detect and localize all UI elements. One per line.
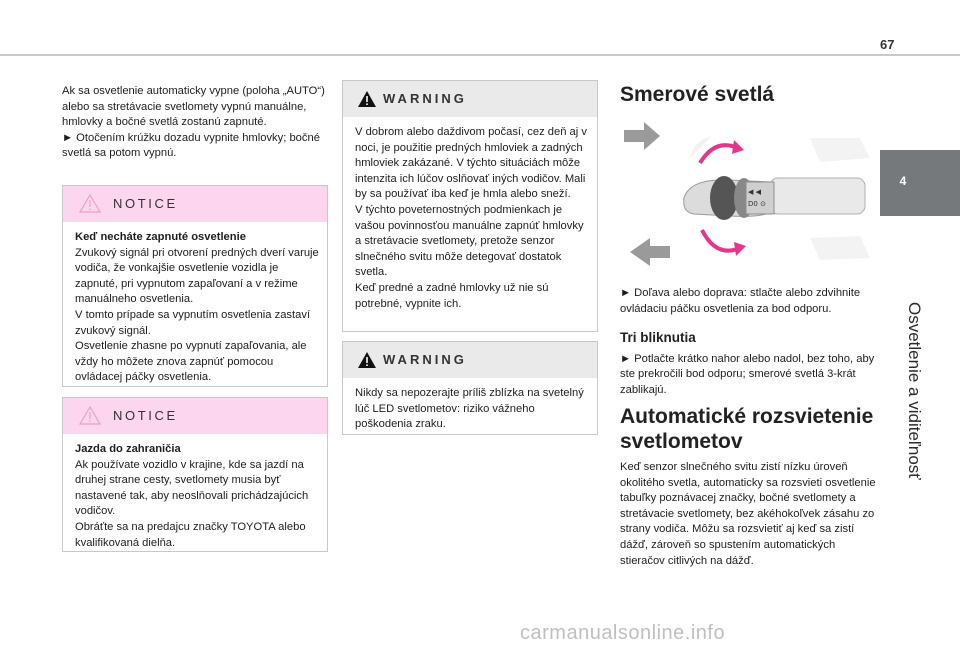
caution-triangle-icon xyxy=(79,193,101,213)
section-heading-turn-signals: Smerové svetlá xyxy=(620,83,775,106)
arrow-right-icon xyxy=(624,122,660,150)
intro-paragraph: Ak sa osvetlenie automaticky vypne (poloha „AUTO“) alebo sa stretávacie svetlomety vypnú manuálne, hmlovky a bočné svetlá zostanú zapnuté. xyxy=(62,85,325,129)
warning-text: Nikdy sa nepozerajte príliš zblízka na svetelný lúč LED svetlometov: riziko vážneho poškodenia zraku. xyxy=(355,387,584,431)
notice-label: NOTICE xyxy=(113,196,178,211)
notice-text: Ak používate vozidlo v krajine, kde sa jazdí na druhej strane cesty, svetlomety musia byť nastavené tak, aby neoslňovali prichádzajúcich vodičov. Obráťte sa na predajcu značky TOYOTA alebo kvalifikovaná dielňa. xyxy=(75,458,309,549)
chapter-number: 4 xyxy=(899,174,907,188)
stalk-illustration xyxy=(620,118,878,278)
svg-text:◀ ◀: ◀ ◀ xyxy=(748,188,761,196)
section-heading-auto-lighting: Automatické rozsvietenie svetlometov xyxy=(620,405,874,453)
notice-header xyxy=(63,186,327,222)
step-paragraph: ► Otočením krúžku dozadu vypnite hmlovky; bočné svetlá sa potom vypnú. xyxy=(62,131,320,160)
warning-header xyxy=(343,81,597,117)
warning-label: WARNING xyxy=(383,91,467,106)
warning-box-led xyxy=(342,341,598,435)
notice-title: Keď necháte zapnuté osvetlenie xyxy=(75,231,246,243)
page-number: 67 xyxy=(880,37,895,52)
notice-label: NOTICE xyxy=(113,408,178,423)
warning-text: V dobrom alebo daždivom počasí, cez deň aj v noci, je použitie predných hmloviek a zadných hmloviek zakázané. V týchto situáciách môže intenzita ich lúčov oslňovať iných vodičov. Mali by sa používať iba keď je hmla alebo sneží. V týchto poveternostných podmienkach je vašou povinnosťou manuálne zapnúť hmlovky a stretávacie svetlomety, pretože senzor slnečného svitu môže detegovať dostatok svetla. Keď predné a zadné hmlovky už nie sú potrebné, vypnite ich. xyxy=(355,126,587,310)
warning-box-fog xyxy=(342,80,598,332)
warning-header xyxy=(343,342,597,378)
warning-label: WARNING xyxy=(383,352,467,367)
notice-text: Zvukový signál pri otvorení predných dverí varuje vodiča, že vonkajšie osvetlenie vozidla je zapnuté, pri vypnutom zapaľovaní a v režime manuálneho osvetlenia. V tomto prípade sa vypnutím osvetlenia zastaví zvukový signál. Osvetlenie zhasne po vypnutí zapaľovania, ale vždy ho môžete znova zapnúť pomocou ovládacej páčky osvetlenia. xyxy=(75,246,319,384)
auto-lighting-section xyxy=(620,404,878,569)
notice-title: Jazda do zahraničia xyxy=(75,443,181,455)
header-rule xyxy=(0,54,960,56)
warning-triangle-icon xyxy=(357,90,377,108)
section-heading-three-flashes: Tri bliknutia xyxy=(620,330,696,345)
chapter-title-vertical xyxy=(904,222,928,522)
warning-triangle-icon xyxy=(357,351,377,369)
column-right xyxy=(620,82,878,107)
turn-signal-step xyxy=(620,286,878,317)
auto-lighting-paragraph: Keď senzor slnečného svitu zistí nízku úroveň okolitého svetla, automaticky sa rozsvieti osvetlenie tabuľky poznávacej značky, bočné svetlomety a stretávacie svetlomety, bez akéhokoľvek zásahu zo strany vodiča. Môžu sa rozsvietiť aj keď sa zistí dážď, zároveň so spustením automatických stieračov citlivých na dážď. xyxy=(620,461,876,567)
step-paragraph: ► Doľava alebo doprava: stlačte alebo zdvihnite ovládaciu páčku osvetlenia za bod odporu. xyxy=(620,287,861,315)
chapter-title: Osvetlenie a viditeľnosť xyxy=(905,302,924,480)
three-flash-section xyxy=(620,330,878,398)
chapter-tab[interactable] xyxy=(880,150,960,216)
svg-text:D0 ⊙: D0 ⊙ xyxy=(748,200,766,208)
notice-box-lighting xyxy=(62,185,328,387)
notice-box-abroad xyxy=(62,397,328,552)
step-paragraph: ► Potlačte krátko nahor alebo nadol, bez toho, aby ste prekročili bod odporu; smerové svetlá 3-krát zablikajú. xyxy=(620,352,875,396)
arrow-left-icon xyxy=(630,238,670,266)
caution-triangle-icon xyxy=(79,405,101,425)
column-left xyxy=(62,84,328,162)
watermark: carmanualsonline.info xyxy=(520,622,726,644)
notice-header xyxy=(63,398,327,434)
